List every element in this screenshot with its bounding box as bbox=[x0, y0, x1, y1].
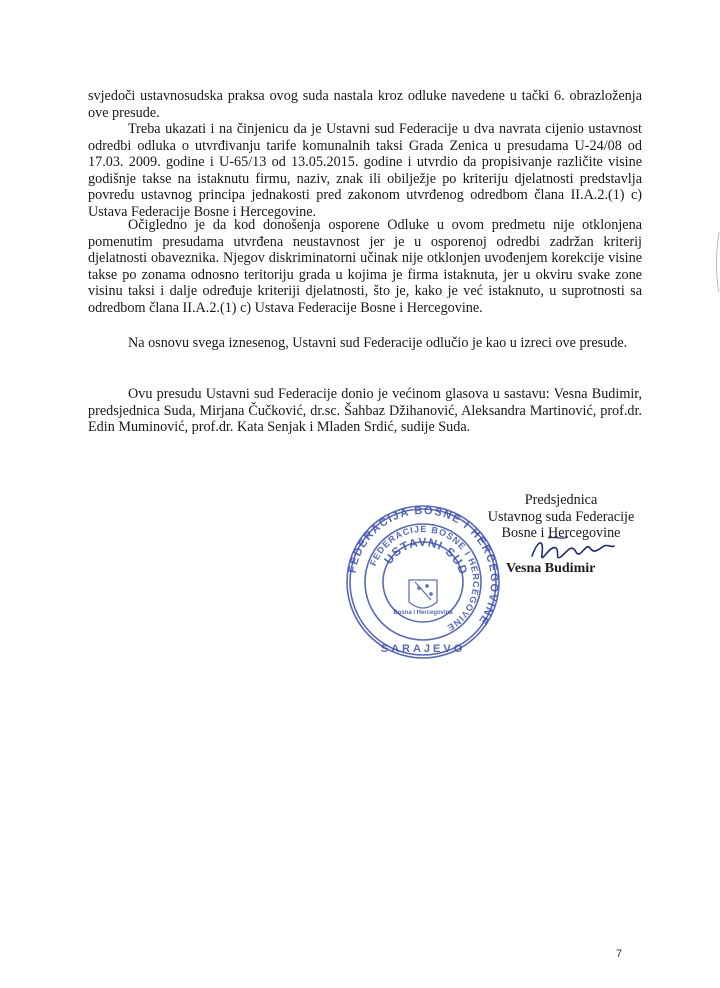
stamp-city: SARAJEVO bbox=[380, 643, 466, 655]
signatory-title-line1: Predsjednica bbox=[524, 492, 598, 508]
stamp-ring-text: FEDERACIJE BOSNE I HERCEGOVINE bbox=[367, 523, 482, 634]
paragraph-composition: Ovu presudu Ustavni sud Federacije donio je većinom glasova u sastavu: Vesna Budimir, predsjednica Suda, Mirjana Čučković, dr.sc. Šahbaz Džihanović, Aleksandra Martinović, prof.dr. Edin Muminović, prof.dr. Kata Senjak i Mladen Srdić, sudije Suda. bbox=[88, 386, 642, 436]
paragraph-continuation: svjedoči ustavnosudska praksa ovog suda nastala kroz odluke navedene u tački 6. obrazloženja ove presude. bbox=[88, 88, 642, 121]
page-number: 7 bbox=[616, 948, 623, 960]
page-edge-mark-icon bbox=[714, 232, 720, 292]
paragraph-decision: Na osnovu svega iznesenog, Ustavni sud Federacije odlučio je kao u izreci ove presude. bbox=[128, 335, 628, 351]
signatory-name: Vesna Budimir bbox=[506, 561, 596, 576]
paragraph-unconstitutionality: Očigledno je da kod donošenja osporene Odluke u ovom predmetu nije otklonjena pomenutim presudama utvrđena neustavnost jer je u osporenoj odredbi zadržan kriterij djelatnosti obaveznika. Njegov diskriminatorni učinak nije otklonjen uvođenjem korekcije visine takse po zonama odnosno teritoriju grada u kojima je firma istaknuta, jer u okviru svake zone visinu taksi i dalje određuje kriteriji djelatnosti, što je, kako je već istaknuto, u suprotnosti sa odredbom člana II.A.2.(1) c) Ustava Federacije Bosne i Hercegovine. bbox=[88, 217, 642, 316]
paragraph-prior-rulings: Treba ukazati i na činjenicu da je Ustavni sud Federacije u dva navrata cijenio ustavnost odredbi odluka o utvrđivanju tarife komunalnih taksi Grada Zenica u presudama U-24/08 od 17.03. 2009. godine i U-65/13 od 13.05.2015. godine i utvrdio da propisivanje različite visine godišnje takse na istaknutu firmu, naziv, znak ili obilježje po kriteriju djelatnosti predstavlja povredu ustavnog principa jednakosti pred zakonom utvrđenog odredbom člana II.A.2.(1) c) Ustava Federacije Bosne i Hercegovine. bbox=[88, 121, 642, 220]
court-stamp-icon bbox=[343, 502, 503, 662]
stamp-inner-text: USTAVNI SUD bbox=[381, 535, 471, 577]
signatory-title-line2: Ustavnog suda Federacije bbox=[487, 508, 635, 525]
stamp-outer-text: FEDERACIJA BOSNE I HERCEGOVINE bbox=[346, 504, 501, 628]
stamp-left-text: Bosna i Hercegovina bbox=[393, 610, 453, 616]
signatory-title-line3: Bosne i Hercegovine bbox=[501, 525, 621, 542]
